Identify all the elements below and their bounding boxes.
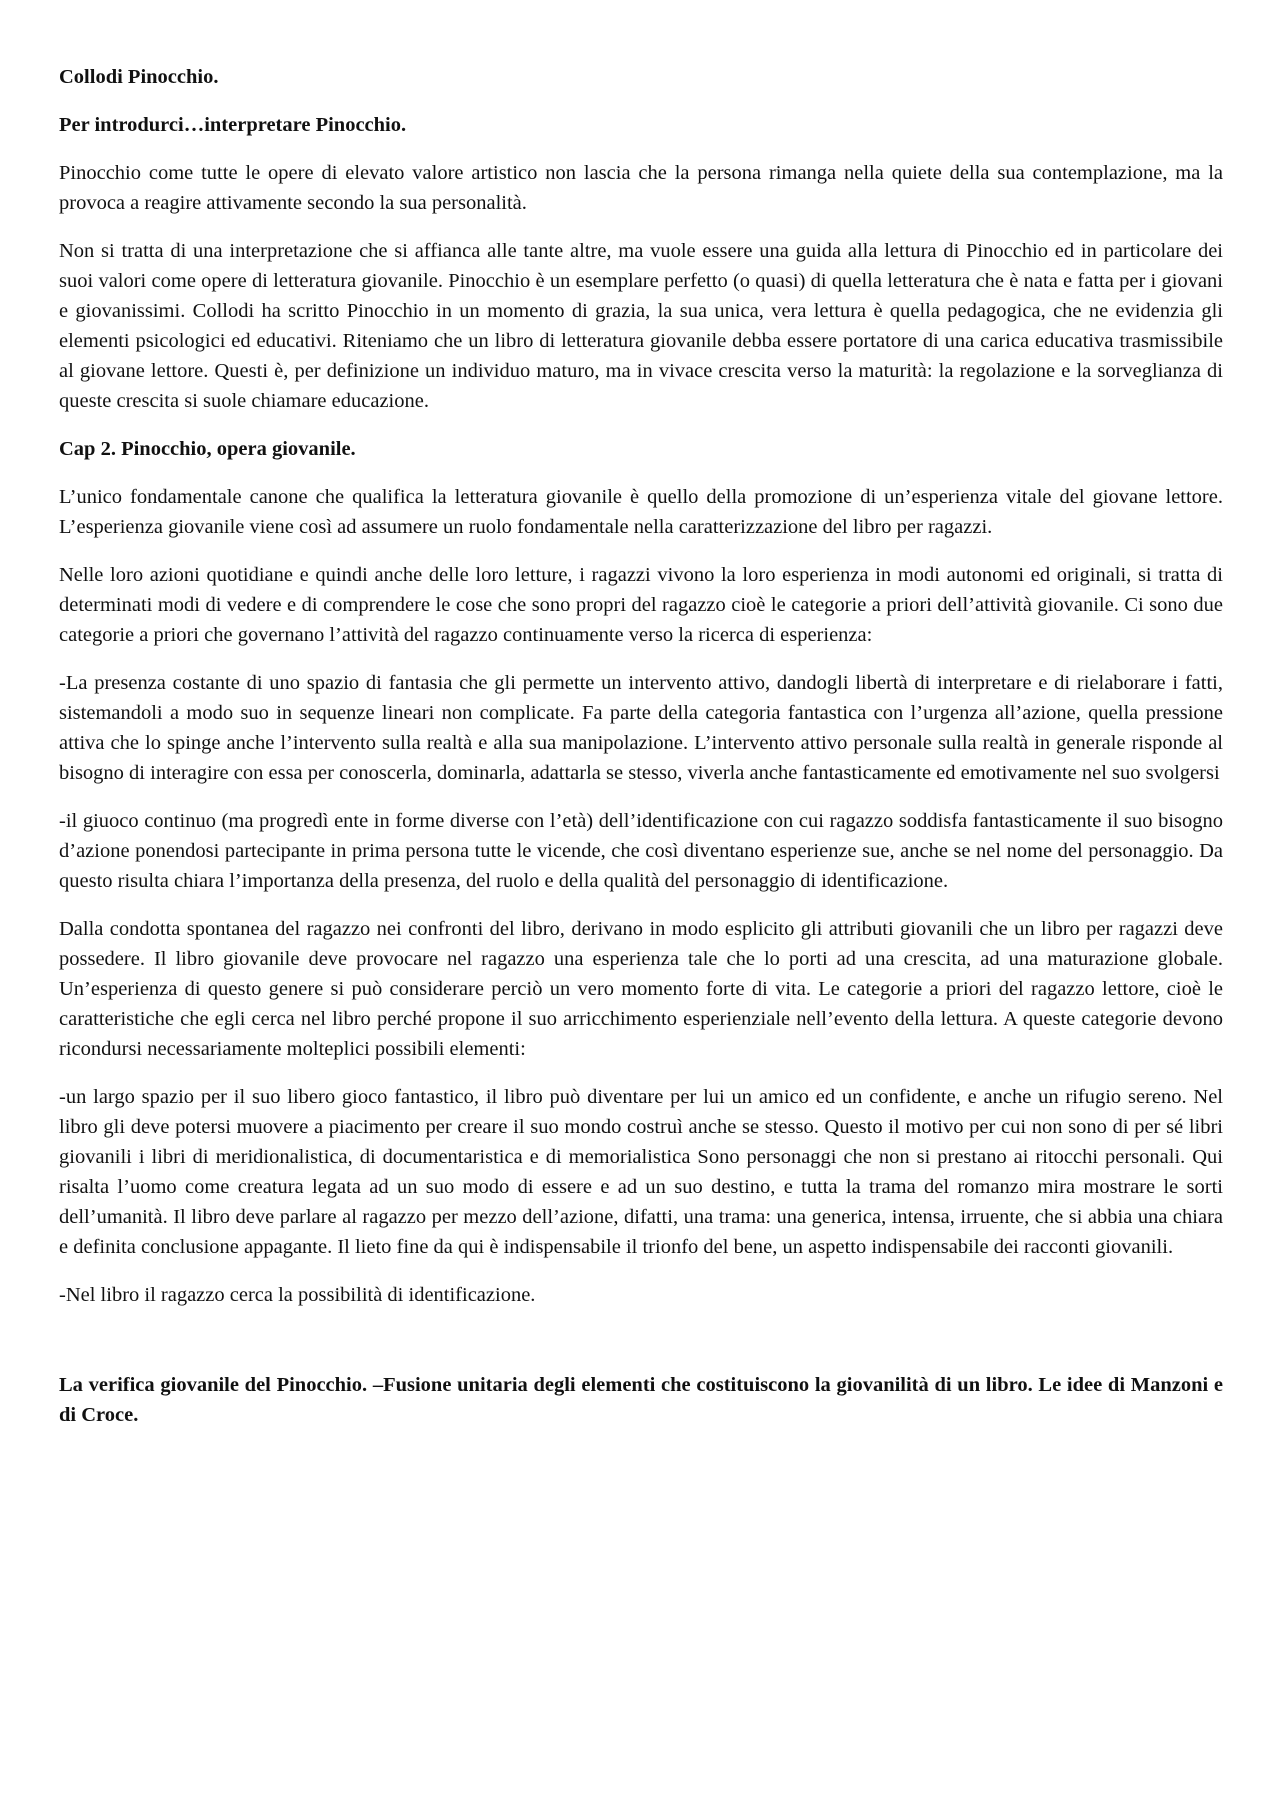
paragraph: -La presenza costante di uno spazio di fantasia che gli permette un intervento attivo, dandogli libertà di interpretare e di rielaborare i fatti, sistemandoli a modo suo in sequenze lineari non complicate. Fa parte della categoria fantastica con l’urgenza all’azione, quella pressione attiva che lo spinge anche l’intervento sulla realtà e alla sua manipolazione. L’intervento attivo personale sulla realtà in generale risponde al bisogno di interagire con essa per conoscerla, dominarla, adattarla se stesso, viverla anche fantasticamente ed emotivamente nel suo svolgersi [59, 672, 1223, 784]
section-heading: La verifica giovanile del Pinocchio. –Fusione unitaria degli elementi che costituiscono la giovanilità di un libro. Le idee di Manzoni e di Croce. [59, 1374, 1223, 1426]
spacer [59, 1328, 1223, 1370]
paragraph: -il giuoco continuo (ma progredì ente in forme diverse con l’età) dell’identificazione con cui ragazzo soddisfa fantasticamente il suo bisogno d’azione ponendosi partecipante in prima persona tutte le vicende, che così diventano esperienze sue, anche se nel nome del personaggio. Da questo risulta chiara l’importanza della presenza, del ruolo e della qualità del personaggio di identificazione. [59, 810, 1223, 892]
document-title: Collodi Pinocchio. [59, 66, 219, 88]
paragraph: L’unico fondamentale canone che qualifica la letteratura giovanile è quello della promozione di un’esperienza vitale del giovane lettore. L’esperienza giovanile viene così ad assumere un ruolo fondamentale nella caratterizzazione del libro per ragazzi. [59, 486, 1223, 538]
paragraph: Pinocchio come tutte le opere di elevato valore artistico non lascia che la persona rimanga nella quiete della sua contemplazione, ma la provoca a reagire attivamente secondo la sua personalità. [59, 162, 1223, 214]
chapter-heading: Cap 2. Pinocchio, opera giovanile. [59, 438, 356, 460]
paragraph: -un largo spazio per il suo libero gioco fantastico, il libro può diventare per lui un amico ed un confidente, e anche un rifugio sereno. Nel libro gli deve potersi muovere a piacimento per creare il suo mondo costruì anche se stesso. Questo il motivo per cui non sono di per sé libri giovanili i libri di meridionalistica, di documentaristica e di memorialistica Sono personaggi che non si prestano ai ritocchi personali. Qui risalta l’uomo come creatura legata ad un suo modo di essere e ad un suo destino, e tutta la trama del romanzo mira mostrare le sorti dell’umanità. Il libro deve parlare al ragazzo per mezzo dell’azione, difatti, una trama: una generica, intensa, irruente, che si abbia una chiara e definita conclusione appagante. Il lieto fine da qui è indispensabile il trionfo del bene, un aspetto indispensabile dei racconti giovanili. [59, 1086, 1223, 1258]
document-subtitle: Per introdurci…interpretare Pinocchio. [59, 114, 407, 136]
paragraph: Non si tratta di una interpretazione che si affianca alle tante altre, ma vuole essere una guida alla lettura di Pinocchio ed in particolare dei suoi valori come opere di letteratura giovanile. Pinocchio è un esemplare perfetto (o quasi) di quella letteratura che è nata e fatta per i giovani e giovanissimi. Collodi ha scritto Pinocchio in un momento di grazia, la sua unica, vera lettura è quella pedagogica, che ne evidenzia gli elementi psicologici ed educativi. Riteniamo che un libro di letteratura giovanile debba essere portatore di una carica educativa trasmissibile al giovane lettore. Questi è, per definizione un individuo maturo, ma in vivace crescita verso la maturità: la regolazione e la sorveglianza di queste crescita si suole chiamare educazione. [59, 240, 1223, 412]
paragraph: -Nel libro il ragazzo cerca la possibilità di identificazione. [59, 1284, 536, 1306]
paragraph: Nelle loro azioni quotidiane e quindi anche delle loro letture, i ragazzi vivono la loro esperienza in modi autonomi ed originali, si tratta di determinati modi di vedere e di comprendere le cose che sono propri del ragazzo cioè le categorie a priori dell’attività giovanile. Ci sono due categorie a priori che governano l’attività del ragazzo continuamente verso la ricerca di esperienza: [59, 564, 1223, 646]
paragraph: Dalla condotta spontanea del ragazzo nei confronti del libro, derivano in modo esplicito gli attributi giovanili che un libro per ragazzi deve possedere. Il libro giovanile deve provocare nel ragazzo una esperienza tale che lo porti ad una crescita, ad una maturazione globale. Un’esperienza di questo genere si può considerare perciò un vero momento forte di vita. Le categorie a priori del ragazzo lettore, cioè le caratteristiche che egli cerca nel libro perché propone il suo arricchimento esperienziale nell’evento della lettura. A queste categorie devono ricondursi necessariamente molteplici possibili elementi: [59, 918, 1223, 1060]
document-page [59, 62, 1223, 1448]
